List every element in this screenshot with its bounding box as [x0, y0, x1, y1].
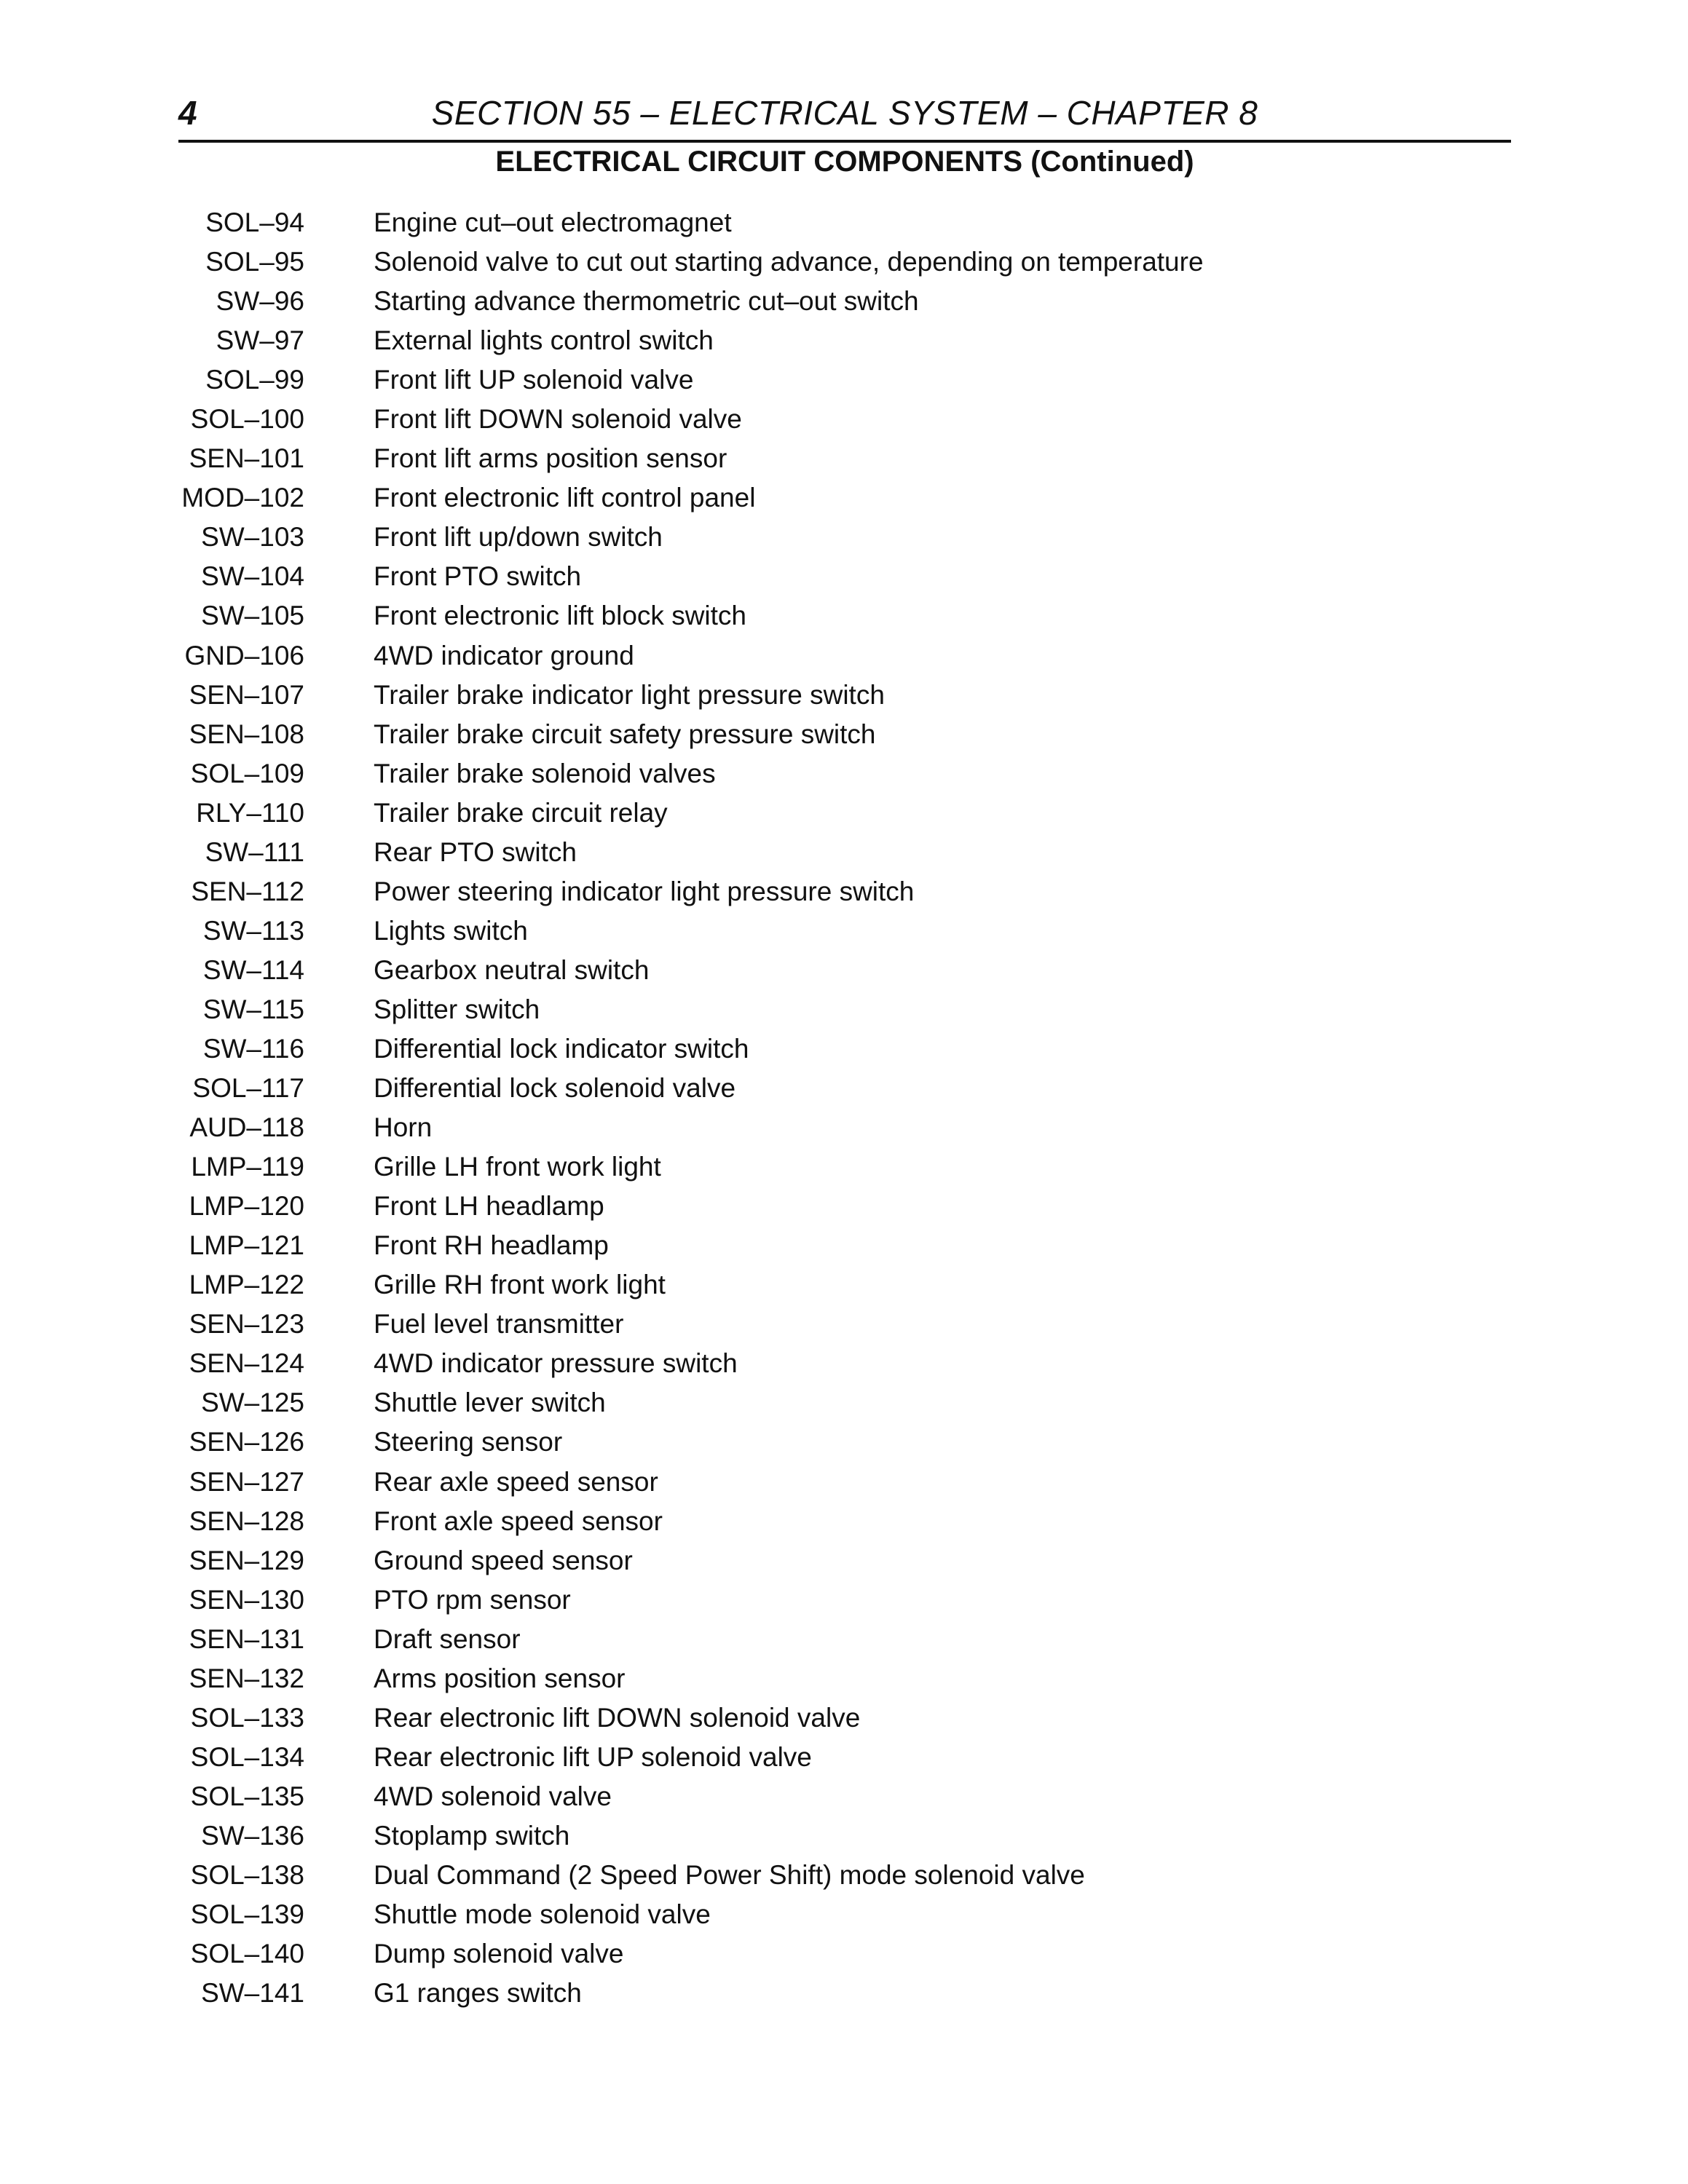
component-row [0, 1580, 1688, 1620]
component-code: RLY–110 [196, 797, 304, 828]
section-title: SECTION 55 – ELECTRICAL SYSTEM – CHAPTER 8 [431, 94, 1258, 132]
component-description: Solenoid valve to cut out starting advance, depending on temperature [374, 247, 1204, 277]
component-description: Front lift UP solenoid valve [374, 365, 694, 395]
component-description: Steering sensor [374, 1427, 563, 1457]
component-code: GND–106 [184, 640, 304, 670]
component-code: SW–105 [201, 601, 304, 631]
component-row [0, 676, 1688, 715]
component-row [0, 1541, 1688, 1580]
component-row [0, 872, 1688, 911]
component-code: SOL–135 [190, 1781, 304, 1811]
component-description: Splitter switch [374, 994, 540, 1024]
component-code: SEN–123 [189, 1309, 304, 1340]
component-row [0, 1226, 1688, 1265]
component-code: SW–97 [216, 325, 304, 356]
component-description: External lights control switch [374, 325, 714, 356]
component-description: Front axle speed sensor [374, 1506, 663, 1536]
component-code: SW–125 [201, 1388, 304, 1418]
component-row [0, 951, 1688, 990]
component-row [0, 1895, 1688, 1934]
component-code: SEN–128 [189, 1506, 304, 1536]
component-code: SOL–140 [190, 1939, 304, 1969]
component-code: SEN–101 [189, 443, 304, 474]
component-row [0, 1620, 1688, 1659]
component-code: LMP–120 [189, 1191, 304, 1222]
component-code: LMP–119 [191, 1152, 304, 1182]
component-description: Front LH headlamp [374, 1191, 604, 1222]
component-description: Grille RH front work light [374, 1270, 666, 1300]
component-row [0, 242, 1688, 282]
component-description: Fuel level transmitter [374, 1309, 624, 1340]
component-description: Dump solenoid valve [374, 1939, 624, 1969]
page-header [178, 93, 1511, 143]
component-code: LMP–122 [189, 1270, 304, 1300]
component-row [0, 794, 1688, 833]
component-row [0, 1816, 1688, 1856]
component-row [0, 1029, 1688, 1069]
component-row [0, 1777, 1688, 1816]
component-description: Lights switch [374, 915, 528, 946]
component-row [0, 1463, 1688, 1502]
component-description: Trailer brake circuit relay [374, 797, 668, 828]
component-code: SW–103 [201, 522, 304, 553]
component-code: SEN–107 [189, 679, 304, 710]
component-code: SOL–100 [190, 404, 304, 435]
component-description: G1 ranges switch [374, 1978, 582, 2009]
component-code: SEN–108 [189, 719, 304, 749]
component-code: SOL–95 [205, 247, 304, 277]
component-row [0, 1305, 1688, 1344]
component-description: Rear axle speed sensor [374, 1466, 658, 1497]
component-description: Draft sensor [374, 1623, 521, 1654]
component-description: Stoplamp switch [374, 1820, 570, 1851]
component-code: SW–111 [205, 836, 304, 867]
component-code: SW–136 [201, 1820, 304, 1851]
component-row [0, 1069, 1688, 1108]
component-description: Front lift arms position sensor [374, 443, 727, 474]
component-description: Front electronic lift block switch [374, 601, 747, 631]
component-description: Differential lock indicator switch [374, 1033, 749, 1064]
component-row [0, 1698, 1688, 1738]
component-description: Power steering indicator light pressure switch [374, 876, 915, 906]
component-description: Shuttle lever switch [374, 1388, 606, 1418]
component-code: SW–114 [202, 954, 304, 985]
component-code: SW–115 [202, 994, 304, 1024]
component-description: Dual Command (2 Speed Power Shift) mode solenoid valve [374, 1859, 1085, 1890]
component-description: Front electronic lift control panel [374, 483, 756, 513]
component-description: Front lift up/down switch [374, 522, 663, 553]
component-code: SW–104 [201, 561, 304, 592]
component-row [0, 1147, 1688, 1187]
component-description: Front lift DOWN solenoid valve [374, 404, 742, 435]
component-code: SOL–134 [190, 1741, 304, 1772]
component-row [0, 282, 1688, 321]
component-description: Rear PTO switch [374, 836, 577, 867]
component-description: 4WD indicator ground [374, 640, 634, 670]
component-code: SW–96 [216, 286, 304, 317]
component-code: SOL–99 [205, 365, 304, 395]
component-description: Ground speed sensor [374, 1545, 633, 1575]
component-row [0, 518, 1688, 557]
component-row [0, 911, 1688, 951]
component-description: Differential lock solenoid valve [374, 1073, 736, 1104]
component-code: SEN–129 [189, 1545, 304, 1575]
component-description: 4WD solenoid valve [374, 1781, 612, 1811]
component-row [0, 1659, 1688, 1698]
component-description: Starting advance thermometric cut–out switch [374, 286, 919, 317]
page-number: 4 [178, 94, 197, 132]
component-row [0, 439, 1688, 478]
component-description: Trailer brake solenoid valves [374, 758, 716, 788]
component-row [0, 1383, 1688, 1423]
component-code: SOL–94 [205, 207, 304, 237]
component-code: SEN–130 [189, 1584, 304, 1615]
component-code: SW–113 [202, 915, 304, 946]
component-code: SW–116 [202, 1033, 304, 1064]
component-row [0, 636, 1688, 676]
component-row [0, 1344, 1688, 1383]
component-row [0, 203, 1688, 242]
component-row [0, 1974, 1688, 2013]
component-row [0, 1856, 1688, 1895]
component-code: SOL–133 [190, 1702, 304, 1733]
component-code: MOD–102 [181, 483, 304, 513]
component-row [0, 715, 1688, 754]
component-code: SOL–109 [190, 758, 304, 788]
component-description: Gearbox neutral switch [374, 954, 650, 985]
component-code: SEN–126 [189, 1427, 304, 1457]
component-code: SOL–138 [190, 1859, 304, 1890]
component-description: Engine cut–out electromagnet [374, 207, 732, 237]
component-row [0, 360, 1688, 400]
component-code: SEN–132 [189, 1663, 304, 1693]
component-description: Grille LH front work light [374, 1152, 661, 1182]
component-row [0, 1934, 1688, 1974]
component-description: Arms position sensor [374, 1663, 626, 1693]
component-code: SOL–117 [192, 1073, 304, 1104]
component-row [0, 1187, 1688, 1226]
component-description: Front RH headlamp [374, 1230, 609, 1261]
component-row [0, 400, 1688, 439]
component-row [0, 596, 1688, 636]
component-row [0, 1108, 1688, 1147]
component-description: Horn [374, 1112, 433, 1143]
component-code: SEN–131 [189, 1623, 304, 1654]
component-description: Shuttle mode solenoid valve [374, 1899, 711, 1930]
component-code: SW–141 [201, 1978, 304, 2009]
component-description: Front PTO switch [374, 561, 582, 592]
component-description: Trailer brake indicator light pressure switch [374, 679, 885, 710]
section-subtitle: ELECTRICAL CIRCUIT COMPONENTS (Continued) [495, 146, 1194, 178]
component-row [0, 990, 1688, 1029]
component-row [0, 1502, 1688, 1541]
component-code: SEN–124 [189, 1348, 304, 1379]
component-row [0, 321, 1688, 360]
component-code: AUD–118 [189, 1112, 304, 1143]
component-row [0, 478, 1688, 518]
component-description: 4WD indicator pressure switch [374, 1348, 738, 1379]
component-row [0, 1423, 1688, 1462]
component-row [0, 557, 1688, 596]
component-row [0, 1738, 1688, 1777]
component-description: Rear electronic lift DOWN solenoid valve [374, 1702, 861, 1733]
component-description: PTO rpm sensor [374, 1584, 571, 1615]
component-row [0, 1265, 1688, 1305]
component-description: Rear electronic lift UP solenoid valve [374, 1741, 812, 1772]
component-code: SOL–139 [190, 1899, 304, 1930]
component-row [0, 754, 1688, 794]
component-row [0, 833, 1688, 872]
component-code: SEN–127 [189, 1466, 304, 1497]
component-list [0, 203, 1688, 2013]
component-code: LMP–121 [189, 1230, 304, 1261]
component-description: Trailer brake circuit safety pressure switch [374, 719, 876, 749]
component-code: SEN–112 [191, 876, 304, 906]
